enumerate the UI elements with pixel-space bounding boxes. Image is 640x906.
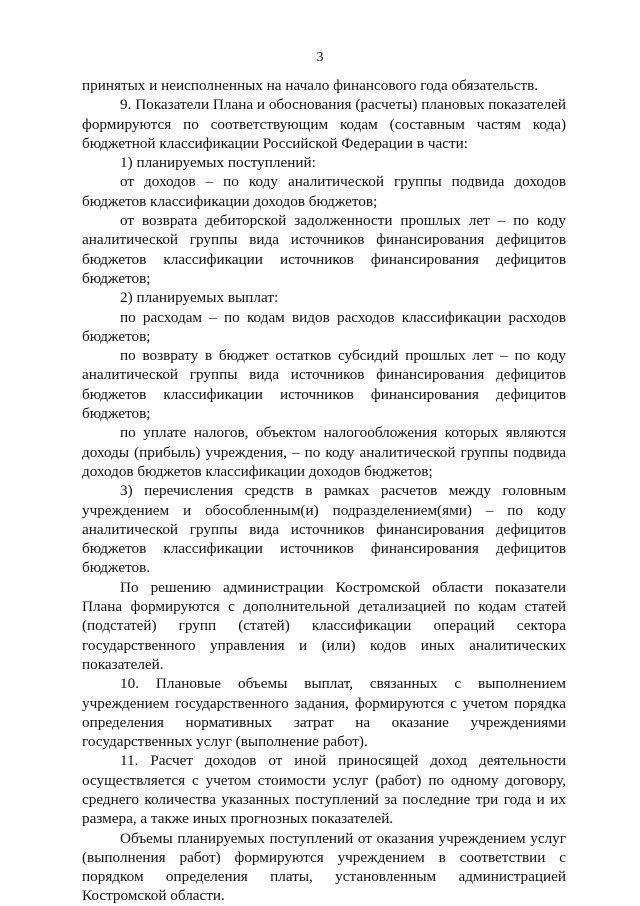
paragraph-continuation: принятых и неисполненных на начало финансового года обязательств. [82,77,539,94]
paragraph-expenses: по расходам – по кодам видов расходов классификации расходов бюджетов; [82,308,566,345]
paragraph-taxes: по уплате налогов, объектом налогообложения которых являются доходы (прибыль) учреждения, – по коду аналитической группы подвида доходов бюджетов классификации доходов бюджетов; [82,424,566,480]
paragraph-subitem-2: 2) планируемых выплат: [120,289,279,307]
paragraph-income: от доходов – по коду аналитической группы подвида доходов бюджетов классификации доходов бюджетов; [82,173,566,210]
paragraph-item-10: 10. Плановые объемы выплат, связанных с выполнением учреждением государственного задания, формируются с учетом порядка определения нормативных затрат на оказание учреждениями государственных услуг (выполнение работ). [82,675,566,751]
paragraph-item-11: 11. Расчет доходов от иной приносящей доход деятельности осуществляется с учетом стоимости услуг (работ) по одному договору, среднего количества указанных поступлений за последние три года и их размера, а также иных прогнозных показателей. [82,752,566,828]
paragraph-planned-receipts: Объемы планируемых поступлений от оказания учреждением услуг (выполнения работ) формируются учреждением в соответствии с порядком определения платы, установленным администрацией Костромской области. [82,829,566,905]
page-number: 3 [316,50,324,65]
paragraph-item-9: 9. Показатели Плана и обоснования (расчеты) плановых показателей формируются по соответствующим кодам (составным частям кода) бюджетной классификации Российской Федерации в части: [82,96,566,152]
document-body [82,76,566,906]
paragraph-administration-decision: По решению администрации Костромской области показатели Плана формируются с дополнительной детализацией по кодам статей (подстатей) групп (статей) классификации операций сектора государственного управления и (или) кодов иных аналитических показателей. [82,578,566,673]
paragraph-subsidy-return: по возврату в бюджет остатков субсидий прошлых лет – по коду аналитической группы вида источников финансирования дефицитов бюджетов классификации источников финансирования дефицитов бюджетов; [82,347,566,423]
paragraph-subitem-3: 3) перечисления средств в рамках расчетов между головным учреждением и обособленным(и) подразделением(ями) – по коду аналитической группы вида источников финансирования дефицитов бюджетов классификации источников финансирования дефицитов бюджетов. [82,482,566,577]
paragraph-subitem-1: 1) планируемых поступлений: [120,154,316,172]
paragraph-receivables: от возврата дебиторской задолженности прошлых лет – по коду аналитической группы вида источников финансирования дефицитов бюджетов классификации источников финансирования дефицитов бюджетов; [82,212,566,287]
